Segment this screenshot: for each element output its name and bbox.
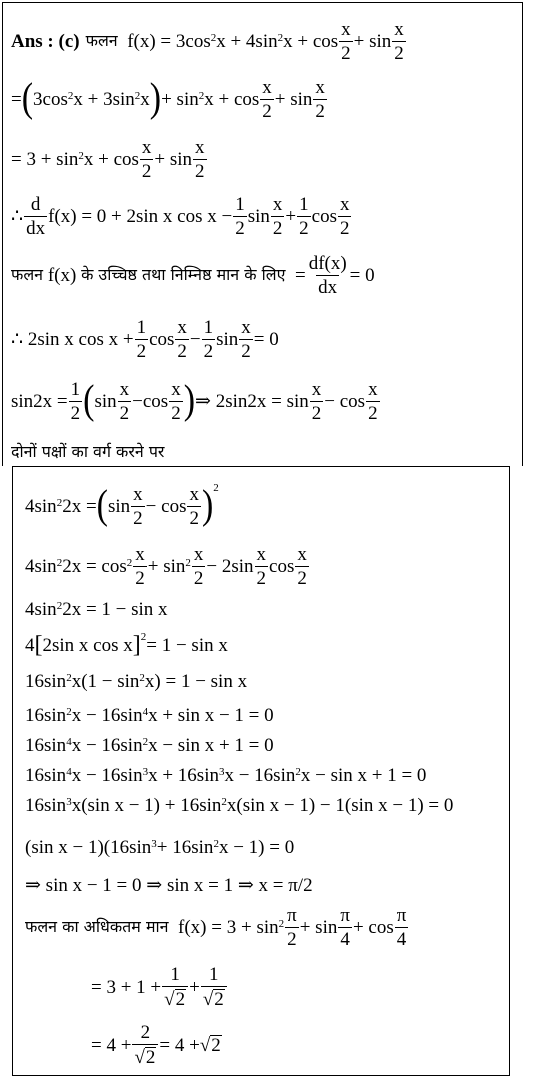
cropped-next-line [80,1076,500,1084]
ans-label: Ans : (c) [11,30,80,52]
step-2: 4sin 2 2x = cos 2 $\frac{x}{2}$ + sin 2 $\frac{x}{2}$ − 2sin $\frac{x}{2}$ cos $\frac{x}{2}$ [25,543,307,589]
step-14: = 4 + 2 √ 2 = 4 + √ 2 [91,1022,221,1068]
line-8: दोनों पक्षों का वर्ग करने पर [11,442,165,461]
step-11: ⇒ sin x − 1 = 0 ⇒ sin x = 1 ⇒ x = π/2 [25,874,313,896]
line-3: = 3 + sin 2 x + cos $\frac{x}{2}$ + sin $\frac{x}{2}$ [11,136,205,182]
line-1: Ans : (c) फलन f(x) = 3cos 2 x + 4sin 2 x + cos $\frac{x}{2}$ + sin $\frac{x}{2}$ [11,18,404,64]
step-8: 16sin 4 x − 16sin 3 x + 16sin 3 x − 16sin 2 x − sin x + 1 = 0 [25,764,427,786]
line-6: ∴ 2sin x cos x + $\frac{1}{2}$ cos $\frac{x}{2}$ − $\frac{1}{2}$ sin $\frac{x}{2}$ = 0 [11,316,279,362]
step-6: 16sin 2 x − 16sin 4 x + sin x − 1 = 0 [25,704,274,726]
step-4: 4 [ 2sin x cos x ] 2 = 1 − sin x [25,630,228,658]
step-3: 4sin 2 2x = 1 − sin x [25,598,168,620]
step-1: 4sin 2 2x = ( sin $\frac{x}{2}$ − cos $\frac{x}{2}$ ) 2 [25,481,219,529]
step-13: = 3 + 1 + 1 √ 2 + 1 √ 2 [91,961,228,1013]
step-10: (sin x − 1)(16sin 3 + 16sin 2 x − 1) = 0 [25,836,295,858]
step-12: फलन का अधिकतम मान f(x) = 3 + sin 2 $\frac{\pi}{2}$ + sin $\frac{\pi}{4}$ + cos $\frac{\pi}{4}$ [25,904,407,950]
step-7: 16sin 4 x − 16sin 2 x − sin x + 1 = 0 [25,734,274,756]
answer-box-bottom [12,466,510,1076]
answer-box-top [2,2,523,466]
line-5: फलन f(x) के उच्चिष्ठ तथा निम्निष्ठ मान के लिए = $\frac{df(x)}{dx}$ = 0 [11,252,375,298]
line-4: ∴ $\frac{d}{dx}$ f(x) = 0 + 2sin x cos x − $\frac{1}{2}$ sin $\frac{x}{2}$ + $\frac{1}{2}$ cos $\frac{x}{2}$ [11,193,350,239]
line-2: = ( 3cos 2 x + 3sin 2 x ) + sin 2 x + cos $\frac{x}{2}$ + sin $\frac{x}{2}$ [11,76,325,122]
step-9: 16sin 3 x(sin x − 1) + 16sin 2 x(sin x − 1) − 1(sin x − 1) = 0 [25,794,454,816]
step-5: 16sin 2 x(1 − sin 2 x) = 1 − sin x [25,670,248,692]
line-7: sin2x = $\frac{1}{2}$ ( sin $\frac{x}{2}$ −cos $\frac{x}{2}$ ) ⇒ 2sin2x = sin $\frac{x}{2}$ − cos $\frac{x}{2}$ [11,378,378,424]
